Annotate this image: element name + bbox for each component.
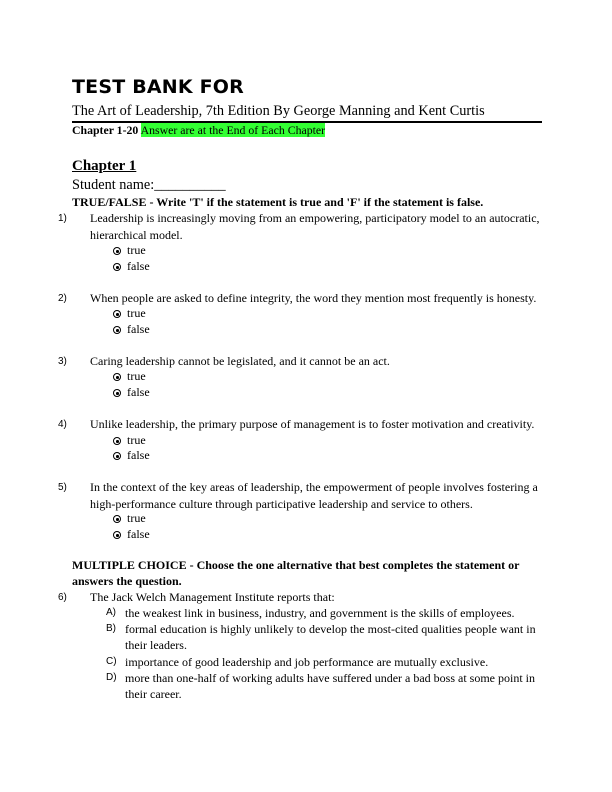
choice-letter: C) bbox=[106, 656, 117, 667]
question-number: 3) bbox=[58, 356, 67, 367]
option-label: false bbox=[127, 527, 150, 541]
chapter-range: Chapter 1-20 bbox=[72, 123, 139, 137]
option-label: false bbox=[127, 448, 150, 462]
true-false-heading: TRUE/FALSE - Write 'T' if the statement is true and 'F' if the statement is false. bbox=[72, 195, 484, 209]
q2-option-false[interactable] bbox=[113, 322, 150, 337]
q1-option-true[interactable] bbox=[113, 243, 146, 258]
answer-note: Answer are at the End of Each Chapter bbox=[140, 123, 326, 137]
q1-option-false[interactable] bbox=[113, 259, 150, 274]
radio-icon bbox=[113, 310, 121, 318]
option-label: true bbox=[127, 369, 146, 383]
option-label: true bbox=[127, 511, 146, 525]
chapter-range-line bbox=[72, 123, 325, 138]
option-label: true bbox=[127, 433, 146, 447]
choice-letter: D) bbox=[106, 672, 117, 683]
q4-option-false[interactable] bbox=[113, 448, 150, 463]
radio-icon bbox=[113, 452, 121, 460]
option-label: true bbox=[127, 306, 146, 320]
radio-icon bbox=[113, 531, 121, 539]
option-label: false bbox=[127, 259, 150, 273]
radio-icon bbox=[113, 373, 121, 381]
question-number: 1) bbox=[58, 213, 67, 224]
question-number: 4) bbox=[58, 419, 67, 430]
q5-option-true[interactable] bbox=[113, 511, 146, 526]
document-subtitle: The Art of Leadership, 7th Edition By George Manning and Kent Curtis bbox=[72, 103, 485, 119]
choice-text: more than one-half of working adults have suffered under a bad boss at some point in their career. bbox=[125, 671, 536, 702]
q2-option-true[interactable] bbox=[113, 306, 146, 321]
question-text: Leadership is increasingly moving from an empowering, participatory model to an autocratic, hierarchical model. bbox=[90, 211, 540, 242]
radio-icon bbox=[113, 389, 121, 397]
q3-option-true[interactable] bbox=[113, 369, 146, 384]
choice-text: formal education is highly unlikely to develop the most-cited qualities people want in their leaders. bbox=[125, 622, 536, 653]
choice-letter: B) bbox=[106, 623, 116, 634]
chapter-heading: Chapter 1 bbox=[72, 158, 137, 174]
q3-option-false[interactable] bbox=[113, 385, 150, 400]
option-label: false bbox=[127, 322, 150, 336]
question-text: When people are asked to define integrity, the word they mention most frequently is honesty. bbox=[90, 291, 537, 305]
choice-letter: A) bbox=[106, 607, 116, 618]
document-title: TEST BANK FOR bbox=[72, 76, 244, 98]
choice-text: the weakest link in business, industry, and government is the skills of employees. bbox=[125, 606, 515, 620]
question-text: In the context of the key areas of leadership, the empowerment of people involves fostering a high-performance culture through participative leadership and service to others. bbox=[90, 480, 538, 511]
question-text: The Jack Welch Management Institute reports that: bbox=[90, 590, 335, 604]
question-number: 2) bbox=[58, 293, 67, 304]
question-text: Unlike leadership, the primary purpose of management is to foster motivation and creativity. bbox=[90, 417, 535, 431]
question-number: 5) bbox=[58, 482, 67, 493]
multiple-choice-heading: MULTIPLE CHOICE - Choose the one alternative that best completes the statement or answers the question. bbox=[72, 558, 520, 588]
radio-icon bbox=[113, 247, 121, 255]
radio-icon bbox=[113, 326, 121, 334]
choice-text: importance of good leadership and job performance are mutually exclusive. bbox=[125, 655, 489, 669]
radio-icon bbox=[113, 263, 121, 271]
q4-option-true[interactable] bbox=[113, 433, 146, 448]
student-name-field: Student name:__________ bbox=[72, 177, 226, 193]
option-label: false bbox=[127, 385, 150, 399]
option-label: true bbox=[127, 243, 146, 257]
q5-option-false[interactable] bbox=[113, 527, 150, 542]
radio-icon bbox=[113, 437, 121, 445]
question-text: Caring leadership cannot be legislated, and it cannot be an act. bbox=[90, 354, 390, 368]
question-number: 6) bbox=[58, 592, 67, 603]
radio-icon bbox=[113, 515, 121, 523]
